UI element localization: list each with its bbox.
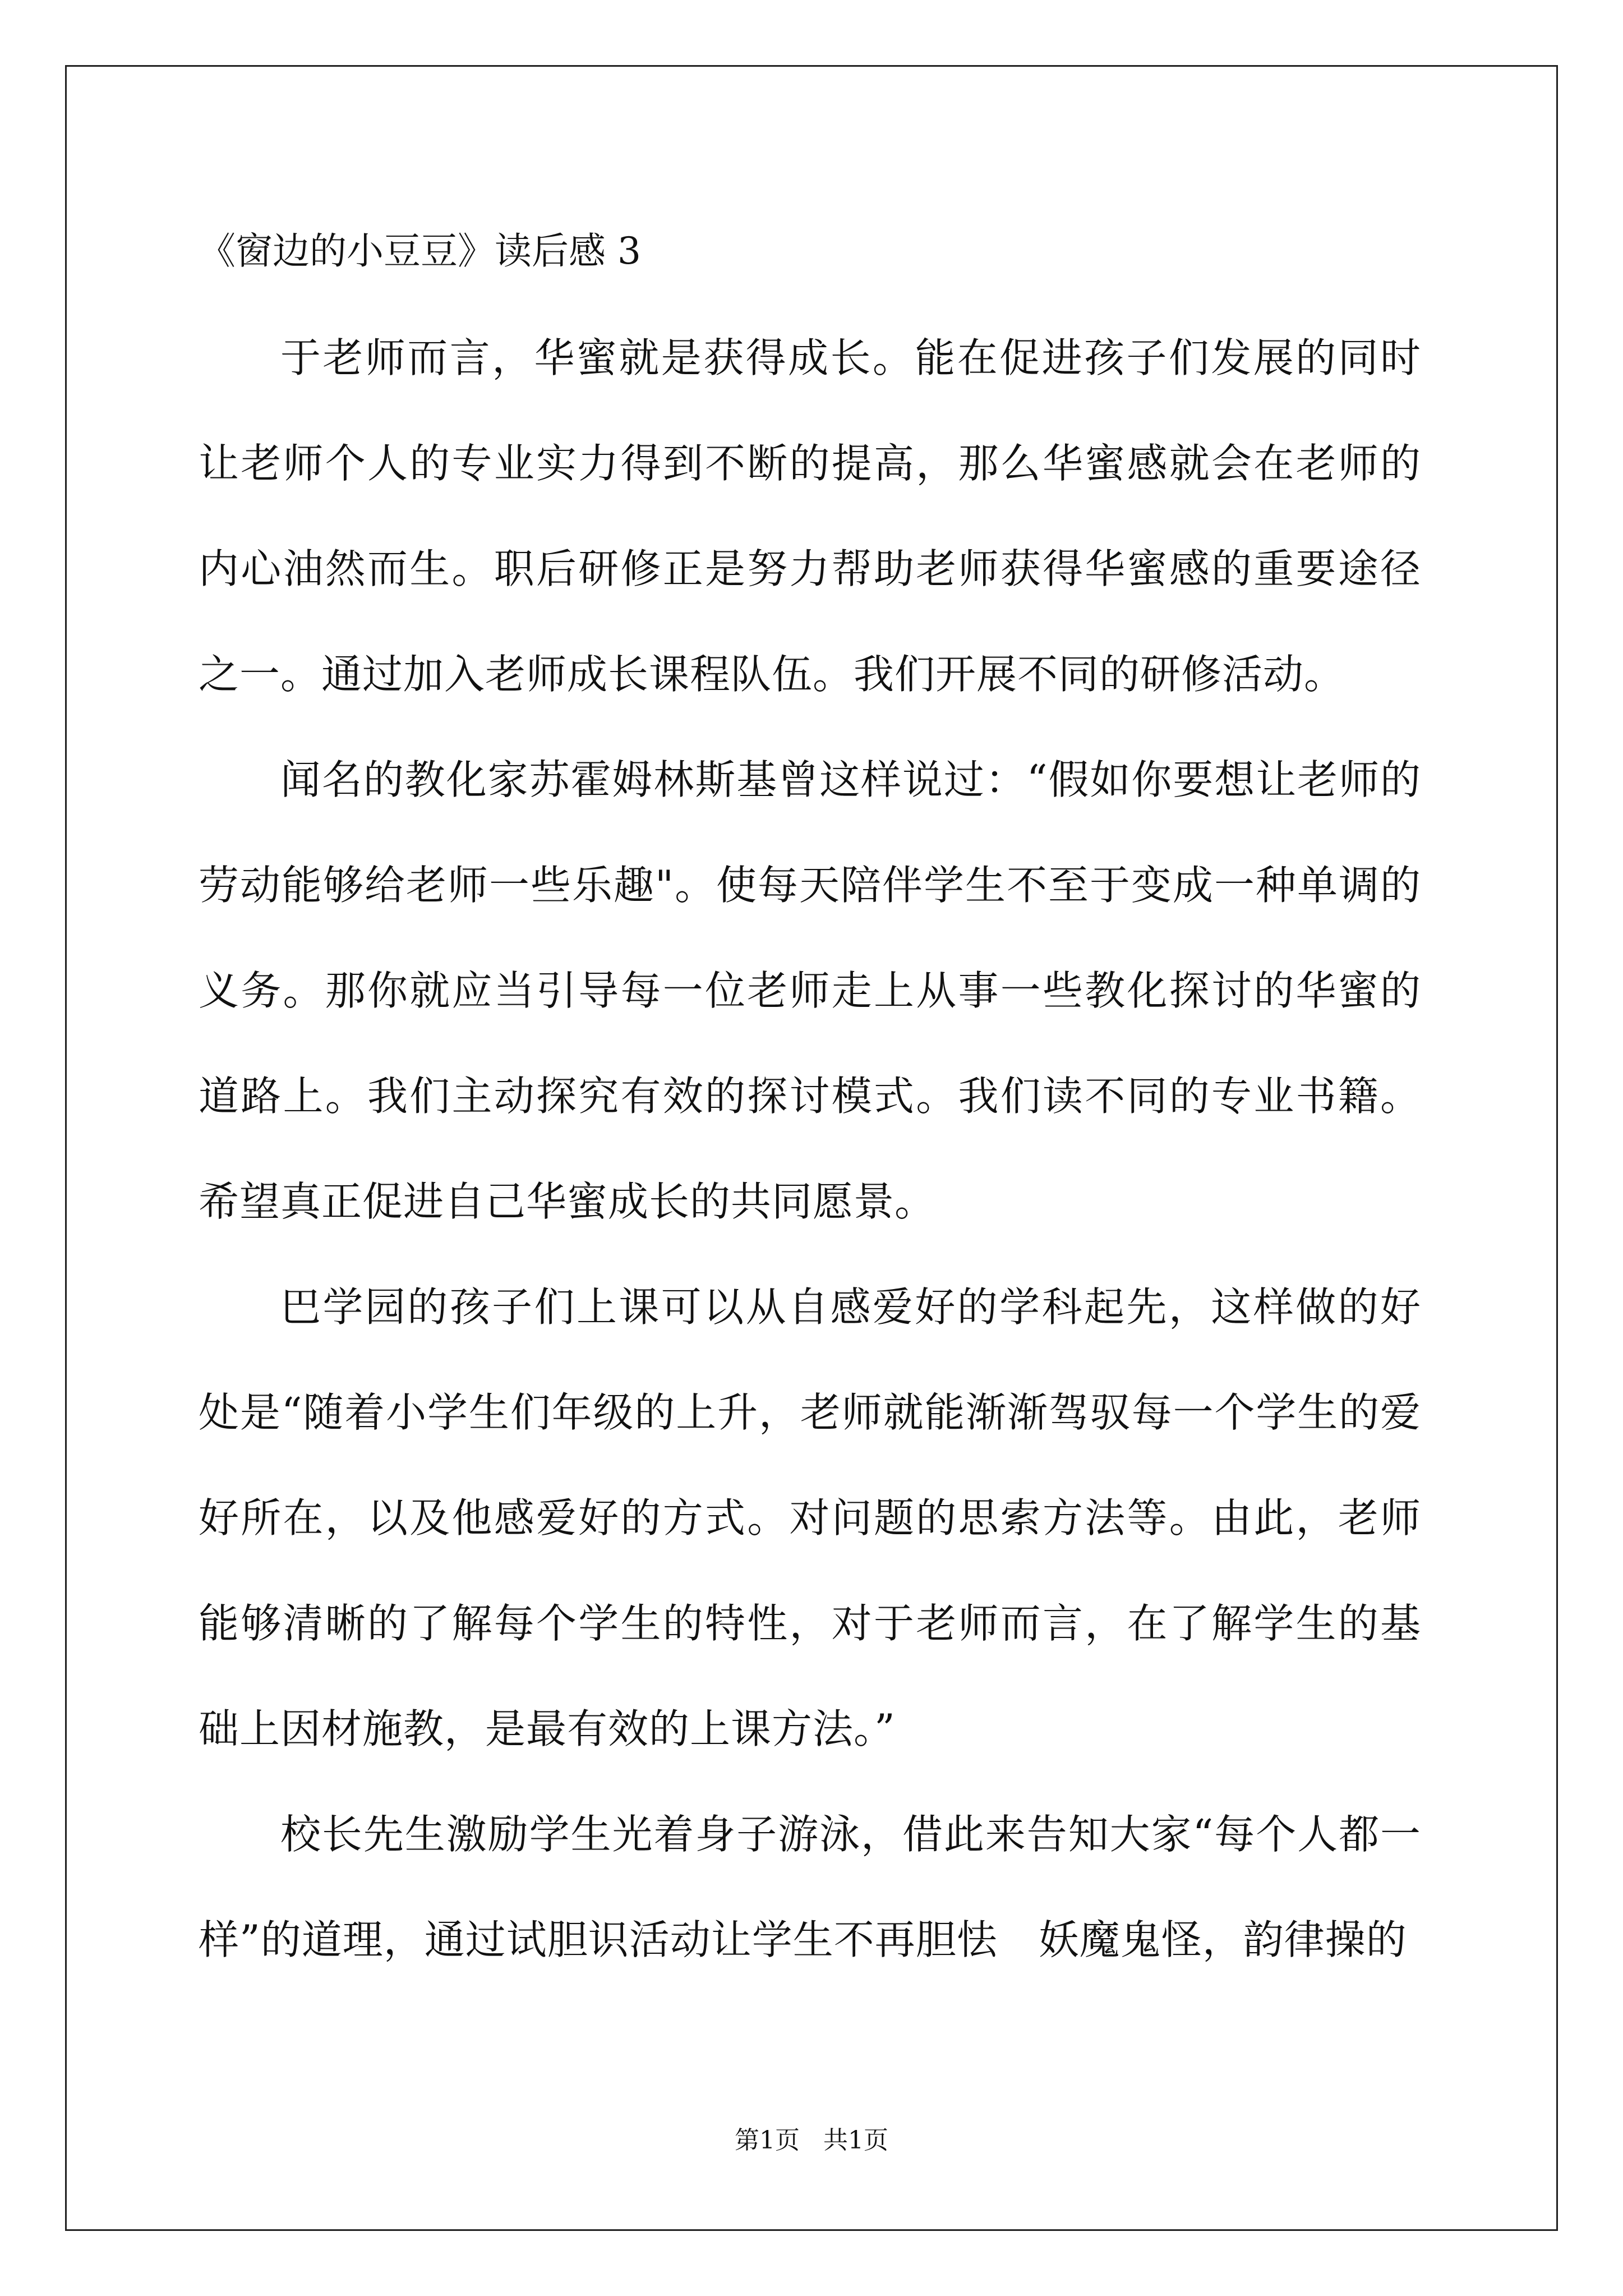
paragraph-4: 校长先生激励学生光着身子游泳，借此来告知大家“每个人都一样”的道理，通过试胆识活动让学生不再胆怯 妖魔鬼怪，韵律操的	[199, 1811, 1421, 1963]
page-number: 第1页	[735, 2126, 800, 2155]
paragraph-1: 于老师而言，华蜜就是获得成长。能在促进孩子们发展的同时让老师个人的专业实力得到不断的提高，那么华蜜感就会在老师的内心油然而生。职后研修正是努力帮助老师获得华蜜感的重要途径之一。通过加入老师成长课程队伍。我们开展不同的研修活动。	[199, 334, 1421, 698]
page-total: 共1页	[823, 2126, 888, 2155]
paragraph-3: 巴学园的孩子们上课可以从自感爱好的学科起先，这样做的好处是“随着小学生们年级的上升，老师就能渐渐驾驭每一个学生的爱好所在，以及他感爱好的方式。对问题的思索方法等。由此，老师能够清晰的了解每个学生的特性，对于老师而言，在了解学生的基础上因材施教，是最有效的上课方法。”	[199, 1283, 1421, 1752]
document-title: 《窗边的小豆豆》读后感 3	[199, 229, 641, 273]
paragraph-2: 闻名的教化家苏霍姆林斯基曾这样说过：“假如你要想让老师的劳动能够给老师一些乐趣"。使每天陪伴学生不至于变成一种单调的义务。那你就应当引导每一位老师走上从事一些教化探讨的华蜜的道路上。我们主动探究有效的探讨模式。我们读不同的专业书籍。希望真正促进自己华蜜成长的共同愿景。	[199, 756, 1421, 1225]
document-body	[199, 224, 1421, 1993]
page-footer	[0, 2124, 1623, 2157]
